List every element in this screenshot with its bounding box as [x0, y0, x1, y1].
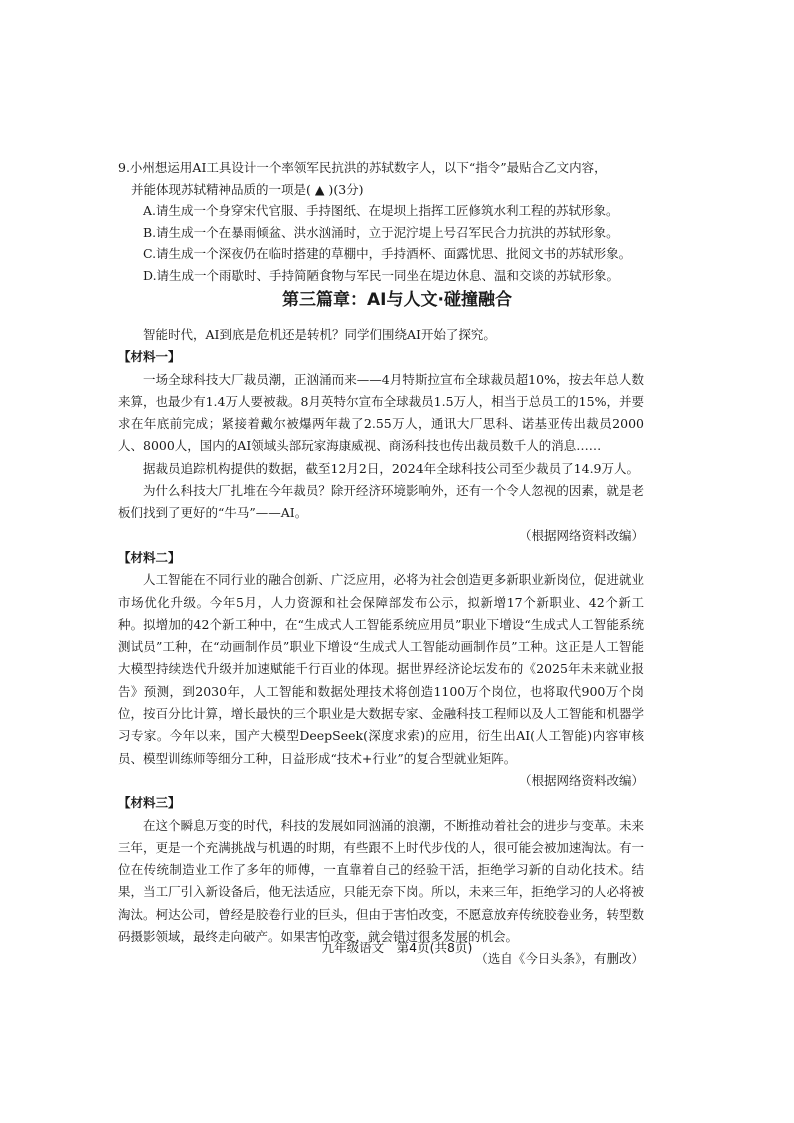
- material1-heading: 【材料一】: [118, 349, 181, 365]
- material3-source: （选自《今日头条》，有删改）: [475, 951, 644, 967]
- material1-paragraph-2: 据裁员追踪机构提供的数据，截至12月2日，2024年全球科技公司至少裁员了14.9万人。: [143, 460, 640, 476]
- material1-paragraph-3: 为什么科技大厂扎堆在今年裁员？除开经济环境影响外，还有一个令人忽视的因素，就是老板们找到了更好的“牛马”——AI。: [118, 483, 644, 521]
- question-stem-line2: 并能体现苏轼精神品质的一项是( ▲ )(3分): [131, 181, 364, 197]
- chapter-title: 第三篇章：AI与人文·碰撞融合: [282, 290, 512, 310]
- material2-heading: 【材料二】: [118, 549, 181, 565]
- material3-paragraph-1: 在这个瞬息万变的时代，科技的发展如同汹涌的浪潮，不断推动着社会的进步与变革。未来三年，更是一个充满挑战与机遇的时期，有些跟不上时代步伐的人，很可能会被加速淘汰。有一位在传统制造业工作了多年的师傅，一直靠着自己的经验干活，拒绝学习新的自动化技术。结果，当工厂引入新设备后，他无法适应，只能无奈下岗。所以，未来三年，拒绝学习的人必将被淘汰。柯达公司，曾经是胶卷行业的巨头，但由于害怕改变，不愿意放弃传统胶卷业务，转型数码摄影领域，最终走向破产。如果害怕改变，就会错过很多发展的机会。: [118, 817, 644, 945]
- option-b: B.请生成一个在暴雨倾盆、洪水汹涌时，立于泥泞堤上号召军民合力抗洪的苏轼形象。: [143, 224, 619, 240]
- option-d: D.请生成一个雨歇时、手持简陋食物与军民一同坐在堤边休息、温和交谈的苏轼形象。: [143, 267, 620, 283]
- material2-source: （根据网络资料改编）: [518, 772, 644, 788]
- material3-heading: 【材料三】: [118, 795, 181, 811]
- material1-source: （根据网络资料改编）: [518, 527, 644, 543]
- material1-paragraph-1: 一场全球科技大厂裁员潮，正汹涌而来——4月特斯拉宣布全球裁员超10%，按去年总人数来算，也最少有1.4万人要被裁。8月英特尔宣布全球裁员1.5万人，相当于总员工的15%，并要求在年底前完成；紧接着戴尔被爆两年裁了2.55万人，通讯大厂思科、诺基亚传出裁员2000人、8000人，国内的AI领域头部玩家海康威视、商汤科技也传出裁员数千人的消息……: [118, 371, 644, 454]
- intro-paragraph: 智能时代，AI到底是危机还是转机？同学们围绕AI开始了探究。: [143, 327, 496, 342]
- option-c: C.请生成一个深夜仍在临时搭建的草棚中，手持酒杯、面露忧思、批阅文书的苏轼形象。: [143, 246, 632, 261]
- question-9: [118, 157, 678, 286]
- question-stem-line1: 9.小州想运用AI工具设计一个率领军民抗洪的苏轼数字人，以下“指令”最贴合乙文内容，: [118, 160, 607, 175]
- option-a: A.请生成一个身穿宋代官服、手持图纸、在堤坝上指挥工匠修筑水利工程的苏轼形象。: [143, 203, 619, 218]
- page-footer: 九年级语文 第4页(共8页): [321, 940, 473, 955]
- reading-body: [118, 324, 644, 971]
- material2-paragraph-1: 人工智能在不同行业的融合创新、广泛应用，必将为社会创造更多新职业新岗位，促进就业市场优化升级。今年5月，人力资源和社会保障部发布公示，拟新增17个新职业、42个新工种。拟增加的42个新工种中，在“生成式人工智能系统应用员”职业下增设“生成式人工智能系统测试员”工种，在“动画制作员”职业下增设“生成式人工智能动画制作员”工种。这正是人工智能大模型持续迭代升级并加速赋能千行百业的体现。据世界经济论坛发布的《2025年未来就业报告》预测，到2030年，人工智能和数据处理技术将创造1100万个岗位，也将取代900万个岗位，按百分比计算，增长最快的三个职业是大数据专家、金融科技工程师以及人工智能和机器学习专家。今年以来，国产大模型DeepSeek(深度求索)的应用，衍生出AI(人工智能)内容审核员、模型训练师等细分工种，日益形成“技术+行业”的复合型就业矩阵。: [118, 572, 644, 766]
